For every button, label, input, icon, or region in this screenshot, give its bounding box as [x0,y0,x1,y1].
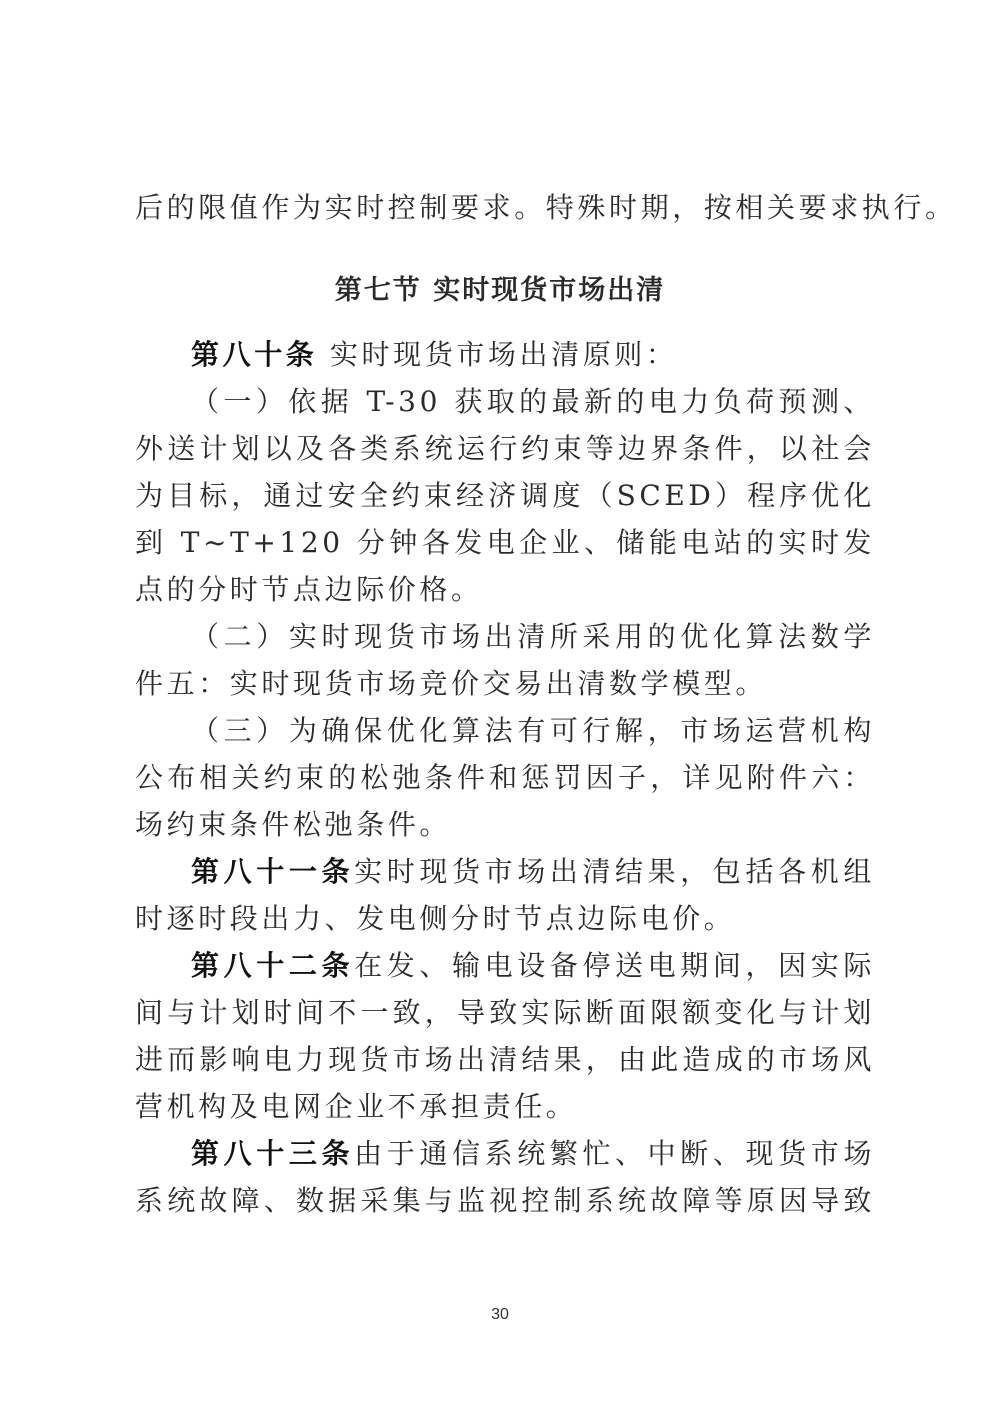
article-number: 第八十三条 [191,1137,355,1170]
article-number: 第八十条 [191,338,318,371]
article-text: 在发、输电设备停送电期间，因实际 [354,949,875,982]
text-line: 外送计划以及各类系统运行约束等边界条件，以社会 [135,432,875,465]
text-line: 为目标，通过安全约束经济调度（SCED）程序优化 [135,479,875,512]
text-line: 营机构及电网企业不承担责任。 [135,1090,578,1123]
article-81-line [135,852,875,892]
section-heading: 第七节 实时现货市场出清 [334,275,666,306]
text-line: 点的分时节点边际价格。 [135,573,483,606]
article-80-title-line [135,335,875,375]
article-82-line [135,946,875,986]
text-line: （一）依据 T-30 获取的最新的电力负荷预测、 [191,385,875,418]
text-line: 到 T~T+120 分钟各发电企业、储能电站的实时发 [135,526,875,559]
article-number: 第八十二条 [191,949,355,982]
text-line: 公布相关约束的松弛条件和惩罚因子，详见附件六： [135,761,875,794]
article-83-line [135,1134,875,1174]
article-number: 第八十一条 [191,855,355,888]
text-line: （二）实时现货市场出清所采用的优化算法数学 [191,620,875,653]
text-line: 进而影响电力现货市场出清结果，由此造成的市场风 [135,1043,875,1076]
text-line: 后的限值作为实时控制要求。特殊时期，按相关要求执行。 [135,191,957,224]
text-line: 间与计划时间不一致，导致实际断面限额变化与计划 [135,996,875,1029]
text-line: 时逐时段出力、发电侧分时节点边际电价。 [135,902,736,935]
text-line: （三）为确保优化算法有可行解，市场运营机构 [191,714,875,747]
text-line: 件五：实时现货市场竞价交易出清数学模型。 [135,667,768,700]
text-line: 系统故障、数据采集与监视控制系统故障等原因导致 [135,1184,875,1217]
page-number: 30 [491,1306,509,1323]
text-line: 场约束条件松弛条件。 [135,808,452,841]
article-text: 由于通信系统繁忙、中断、现货市场 [354,1137,875,1170]
article-text: 实时现货市场出清原则： [317,338,678,371]
article-text: 实时现货市场出清结果，包括各机组 [354,855,875,888]
